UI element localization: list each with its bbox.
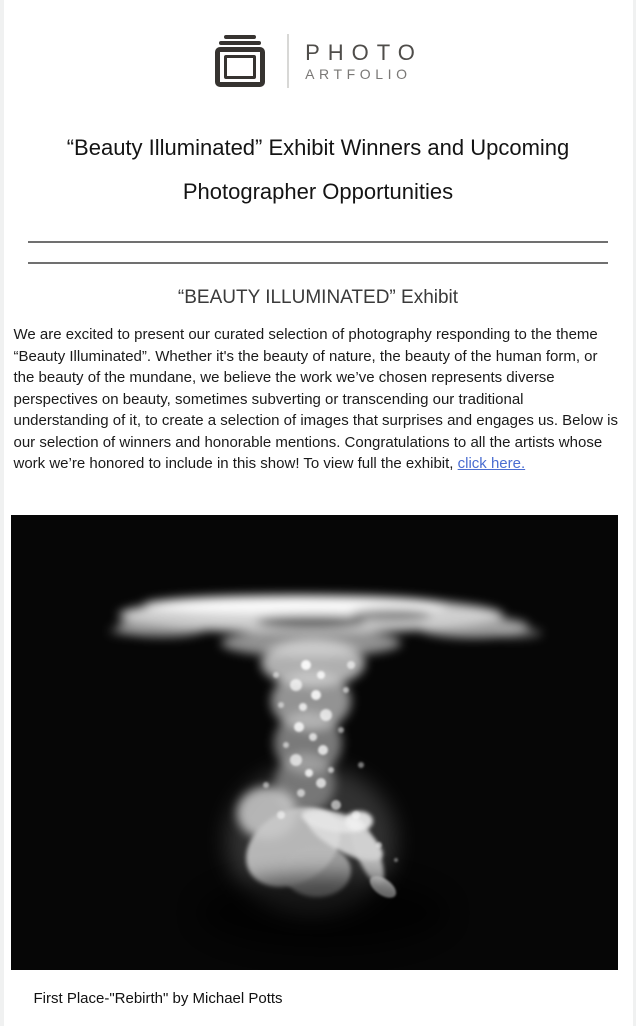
logo-wordmark <box>305 40 423 83</box>
camera-icon-mid-bar <box>219 41 261 45</box>
intro-text: We are excited to present our curated selection of photography responding to the theme “Beauty Illuminated”. Whether it's the beauty of nature, the beauty of the human form, or the beauty of the mundane, we believe the work we’ve chosen represents diverse perspectives on beauty, sometimes subverting or transcending our traditional understanding of it, to create a selection of images that surprises and engages us. Below is our selection of winners and honorable mentions. Congratulations to all the artists whose work we’re honored to include in this show! To view full the exhibit, <box>13 326 619 472</box>
divider-line-top <box>28 241 608 243</box>
logo-word-photo: PHOTO <box>305 39 423 65</box>
camera-icon-lens <box>224 55 256 79</box>
section-title: “BEAUTY ILLUMINATED” Exhibit <box>177 287 459 308</box>
logo <box>4 32 633 90</box>
logo-divider <box>287 34 289 88</box>
camera-icon <box>213 35 267 87</box>
winner-photo <box>11 515 618 970</box>
email-body <box>4 0 633 1026</box>
divider-line-bottom <box>28 262 608 264</box>
exhibit-link[interactable]: click here. <box>457 455 526 472</box>
newsletter-title: “Beauty Illuminated” Exhibit Winners and Upcoming Photographer Opportunities <box>66 135 570 204</box>
winner-photo-image <box>11 515 618 970</box>
camera-icon-body <box>215 47 265 87</box>
logo-word-artfolio: ARTFOLIO <box>305 65 412 82</box>
intro-paragraph <box>14 324 623 475</box>
camera-icon-top-bar <box>224 35 256 39</box>
photo-caption: First Place-"Rebirth" by Michael Potts <box>33 989 283 1007</box>
